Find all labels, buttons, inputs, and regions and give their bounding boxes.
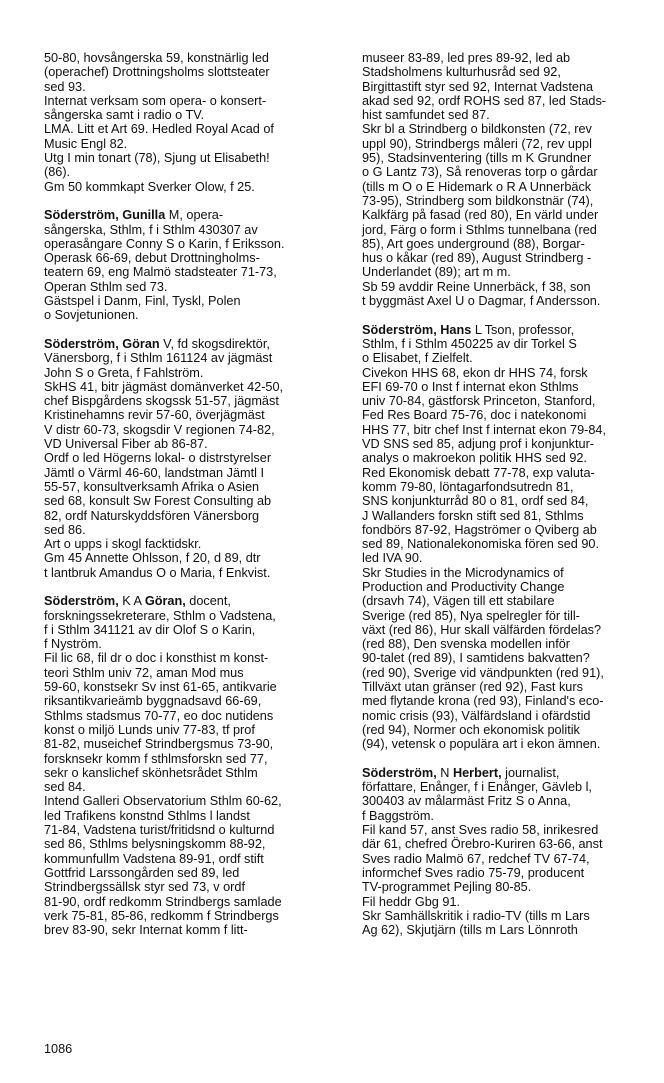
text-line: sed 86, Sthlms belysningskomm 88-92,: [44, 837, 266, 852]
text-line: o G Lantz 73), Så renoveras torp o gårdar: [362, 165, 598, 180]
text-line: sed 68, konsult Sw Forest Consulting ab: [44, 494, 272, 509]
entry-heading-rest: journalist,: [501, 765, 560, 780]
text-line: led Trafikens konstnd Sthlms l landst: [44, 808, 250, 823]
text-line: Ag 62), Skjutjärn (tills m Lars Lönnroth: [362, 923, 578, 938]
entry-given-name: Hans: [440, 322, 472, 337]
entry-continuation: [362, 51, 654, 308]
text-line: (86).: [44, 165, 71, 180]
text-line: (drsavh 74), Vägen till ett stabilare: [362, 594, 555, 609]
entry-continuation: [44, 51, 336, 194]
text-line: kommunfullm Vadstena 89-91, ordf stift: [44, 851, 264, 866]
text-line: akad sed 92, ordf ROHS sed 87, led Stads-: [362, 93, 607, 108]
entry-body: [44, 208, 336, 322]
entry-surname: Söderström,: [44, 208, 119, 223]
text-line: hist samfundet sed 87.: [362, 108, 490, 123]
text-line: sed 84.: [44, 780, 86, 795]
text-line: 85), Art goes underground (88), Borgar-: [362, 236, 585, 251]
entry-body: [362, 51, 654, 308]
text-line: J Wallanders forskn stift sed 81, Sthlms: [362, 508, 584, 523]
text-line: f Nyström.: [44, 637, 102, 652]
text-line: med flytande krona (red 93), Finland's eco-: [362, 694, 604, 709]
text-line: Gottfrid Larssongården sed 89, led: [44, 865, 240, 880]
text-line: Gästspel i Danm, Finl, Tyskl, Polen: [44, 294, 241, 309]
text-line: analys o makroekon politik HHS sed 92.: [362, 451, 587, 466]
text-line: forskningssekreterare, Sthlm o Vadstena,: [44, 608, 276, 623]
text-line: jord, Färg o form i Sthlms tunnelbana (red: [362, 222, 597, 237]
text-line: Kalkfärg på fasad (red 80), En värld under: [362, 208, 599, 223]
text-line: informchef Sves radio 75-79, producent: [362, 865, 585, 880]
entry-herbert-soderstrom: [362, 766, 654, 938]
text-line: Skr Samhällskritik i radio-TV (tills m Lars: [362, 908, 590, 923]
text-line: Gm 45 Annette Ohlsson, f 20, d 89, dtr: [44, 551, 261, 566]
entry-pre-given: N: [436, 765, 453, 780]
entry-goran-ka-soderstrom: [44, 594, 336, 937]
text-line: o Elisabet, f Zielfelt.: [362, 351, 473, 366]
text-line: teatern 69, eng Malmö stadsteater 71-73,: [44, 265, 277, 280]
text-line: museer 83-89, led pres 89-92, led ab: [362, 51, 571, 65]
text-line: sed 89, Nationalekonomiska fören sed 90.: [362, 537, 599, 552]
text-line: Skr bl a Strindberg o bildkonsten (72, rev: [362, 122, 592, 137]
text-line: Sthlm, f i Sthlm 450225 av dir Torkel S: [362, 336, 577, 351]
text-line: riksantikvarieämb byggnadsavd 66-69,: [44, 694, 262, 709]
text-line: 81-90, ordf redkomm Strindbergs samlade: [44, 894, 282, 909]
entry-surname: Söderström,: [44, 594, 119, 609]
entry-given-name: Göran,: [144, 594, 186, 609]
entry-body: [362, 323, 654, 752]
text-line: f i Sthlm 341121 av dir Olof S o Karin,: [44, 622, 256, 637]
text-line: Internat verksam som opera- o konsert-: [44, 93, 267, 108]
text-line: t lantbruk Amandus O o Maria, f Enkvist.: [44, 565, 271, 580]
text-line: chef Bispgårdens skogssk 51-57, jägmäst: [44, 394, 279, 409]
text-line: (red 88), Den svenska modellen inför: [362, 637, 571, 652]
text-line: 95), Stadsinventering (tills m K Grundner: [362, 151, 592, 166]
entry-surname: Söderström,: [362, 322, 437, 337]
text-line: f Baggström.: [362, 808, 434, 823]
text-line: SNS konjunkturråd 80 o 81, ordf sed 84,: [362, 494, 589, 509]
text-line: 90-talet (red 89), I samtidens bakvatten?: [362, 651, 590, 666]
entry-heading-line: [362, 766, 654, 780]
text-line: led IVA 90.: [362, 551, 423, 566]
text-line: sekr o kanslichef skönhetsrådet Sthlm: [44, 765, 258, 780]
entry-heading-rest: L Tson, professor,: [471, 322, 575, 337]
text-line: teori Sthlm univ 72, aman Mod mus: [44, 665, 244, 680]
text-line: SkHS 41, bitr jägmäst domänverket 42-50,: [44, 379, 284, 394]
text-line: Civekon HHS 68, ekon dr HHS 74, forsk: [362, 365, 588, 380]
text-line: Vänersborg, f i Sthlm 161124 av jägmäst: [44, 351, 273, 366]
entry-gunilla-soderstrom: [44, 208, 336, 322]
text-line: Birgittastift styr sed 92, Internat Vadstena: [362, 79, 594, 94]
entry-heading-rest: M, opera-: [165, 208, 224, 223]
text-line: konst o miljö Lunds univ 77-83, tf prof: [44, 722, 255, 737]
text-line: t byggmäst Axel U o Dagmar, f Andersson.: [362, 294, 601, 309]
text-line: Utg I min tonart (78), Sjung ut Elisabeth!: [44, 151, 270, 166]
text-line: John S o Greta, f Fahlström.: [44, 365, 204, 380]
text-line: nomic crisis (93), Välfärdsland i ofärdstid: [362, 708, 591, 723]
text-line: univ 70-84, gästforsk Princeton, Stanford,: [362, 394, 596, 409]
text-line: 50-80, hovsångerska 59, konstnärlig led: [44, 51, 269, 65]
text-line: komm 79-80, löntagarfondsutredn 81,: [362, 479, 574, 494]
text-line: Sverige (red 85), Nya spelregler för till-: [362, 608, 580, 623]
text-line: (red 90), Sverige vid vändpunkten (red 91),: [362, 665, 604, 680]
text-line: (red 94), Normer och ekonomisk politik: [362, 722, 580, 737]
entry-heading-rest: V, fd skogsdirektör,: [159, 336, 270, 351]
entry-heading-line: [44, 208, 336, 222]
text-line: fondbörs 87-92, Hagströmer o Qviberg ab: [362, 522, 597, 537]
entry-given-name: Herbert,: [452, 765, 502, 780]
entry-body: [362, 766, 654, 938]
text-line: uppl 90), Strindbergs måleri (72, rev uppl: [362, 136, 592, 151]
entry-body: [44, 51, 336, 194]
entry-body: [44, 594, 336, 937]
text-line: Jämtl o Värml 46-60, landstman Jämtl I: [44, 465, 264, 480]
text-line: forsknsekr komm f sthlmsforskn sed 77,: [44, 751, 268, 766]
text-line: Sb 59 avddir Reine Unnerbäck, f 38, son: [362, 279, 591, 294]
right-column: [362, 51, 654, 952]
text-line: 81-82, museichef Strindbergsmus 73-90,: [44, 737, 274, 752]
entry-surname: Söderström,: [44, 336, 119, 351]
text-line: sångerska, Sthlm, f i Sthlm 430307 av: [44, 222, 258, 237]
page-number: 1086: [44, 1042, 73, 1056]
text-line: sed 93.: [44, 79, 86, 94]
text-line: Ordf o led Högerns lokal- o distrstyrelser: [44, 451, 272, 466]
text-line: (tills m O o E Hidemark o R A Unnerbäck: [362, 179, 592, 194]
text-line: Intend Galleri Observatorium Sthlm 60-62,: [44, 794, 282, 809]
text-line: (operachef) Drottningsholms slottsteater: [44, 65, 270, 80]
text-line: Gm 50 kommkapt Sverker Olow, f 25.: [44, 179, 255, 194]
text-line: 59-60, konstsekr Sv inst 61-65, antikvarie: [44, 680, 277, 695]
text-line: där 61, chefred Örebro-Kuriren 63-66, anst: [362, 837, 603, 852]
entry-heading-line: [44, 594, 336, 608]
text-line: V distr 60-73, skogsdir V regionen 74-82,: [44, 422, 275, 437]
text-line: hus o kåkar (red 89), August Strindberg -: [362, 251, 592, 266]
text-line: Production and Productivity Change: [362, 579, 565, 594]
text-line: sed 86.: [44, 522, 86, 537]
text-line: HHS 77, bitr chef Inst f internat ekon 79-84,: [362, 422, 607, 437]
text-line: operasångare Conny S o Karin, f Eriksson.: [44, 236, 285, 251]
text-line: Operan Sthlm sed 73.: [44, 279, 168, 294]
text-line: (94), vetensk o populära art i ekon ämnen.: [362, 737, 601, 752]
left-column: [44, 51, 336, 952]
text-line: Sves radio Malmö 67, redchef TV 67-74,: [362, 851, 590, 866]
text-line: Operask 66-69, debut Drottningholms-: [44, 251, 260, 266]
text-line: Fed Res Board 75-76, doc i natekonomi: [362, 408, 587, 423]
text-line: Fil lic 68, fil dr o doc i konsthist m konst-: [44, 651, 269, 666]
text-line: Fil kand 57, anst Sves radio 58, inrikesred: [362, 823, 599, 838]
text-line: Music Engl 82.: [44, 136, 128, 151]
text-line: o Sovjetunionen.: [44, 308, 139, 323]
entry-body: [44, 337, 336, 580]
text-line: Fil heddr Gbg 91.: [362, 894, 461, 909]
text-line: sångerska samt i radio o TV.: [44, 108, 205, 123]
text-line: Strindbergssällsk styr sed 73, v ordf: [44, 880, 245, 895]
entry-hans-soderstrom: [362, 323, 654, 752]
text-line: Art o upps i skogl facktidskr.: [44, 537, 202, 552]
entry-heading-line: [44, 337, 336, 351]
text-line: VD Universal Fiber ab 86-87.: [44, 437, 208, 452]
text-line: 71-84, Vadstena turist/fritidsnd o kulturnd: [44, 823, 275, 838]
text-line: författare, Enånger, f i Enånger, Gävleb l,: [362, 780, 592, 795]
text-line: LMA. Litt et Art 69. Hedled Royal Acad of: [44, 122, 274, 137]
entry-heading-rest: docent,: [185, 594, 231, 609]
text-line: 55-57, konsultverksamh Afrika o Asien: [44, 479, 260, 494]
entry-given-name: Göran: [122, 336, 160, 351]
text-line: brev 83-90, sekr Internat komm f litt-: [44, 923, 248, 938]
entry-given-name: Gunilla: [122, 208, 166, 223]
text-line: verk 75-81, 85-86, redkomm f Strindbergs: [44, 908, 279, 923]
text-line: Red Ekonomisk debatt 77-78, exp valuta-: [362, 465, 595, 480]
text-line: 73-95), Strindberg som bildkonstnär (74),: [362, 193, 594, 208]
text-line: TV-programmet Pejling 80-85.: [362, 880, 532, 895]
text-line: 300403 av målarmäst Fritz S o Anna,: [362, 794, 571, 809]
entry-surname: Söderström,: [362, 765, 437, 780]
text-line: 82, ordf Naturskyddsfören Vänersborg: [44, 508, 260, 523]
text-line: Kristinehamns revir 57-60, överjägmäst: [44, 408, 265, 423]
entry-goran-v-soderstrom: [44, 337, 336, 580]
text-line: Skr Studies in the Microdynamics of: [362, 565, 564, 580]
text-line: växt (red 86), Hur skall välfärden fördelas?: [362, 622, 602, 637]
entry-pre-given: K A: [118, 594, 145, 609]
entry-heading-line: [362, 323, 654, 337]
text-line: Underlandet (89); art m m.: [362, 265, 511, 280]
text-line: Sthlms stadsmus 70-77, eo doc nutidens: [44, 708, 274, 723]
text-line: VD SNS sed 85, adjung prof i konjunktur-: [362, 437, 595, 452]
text-line: EFI 69-70 o Inst f internat ekon Sthlms: [362, 379, 579, 394]
text-line: Tillväxt utan gränser (red 92), Fast kurs: [362, 680, 583, 695]
text-line: Stadsholmens kulturhusråd sed 92,: [362, 65, 561, 80]
